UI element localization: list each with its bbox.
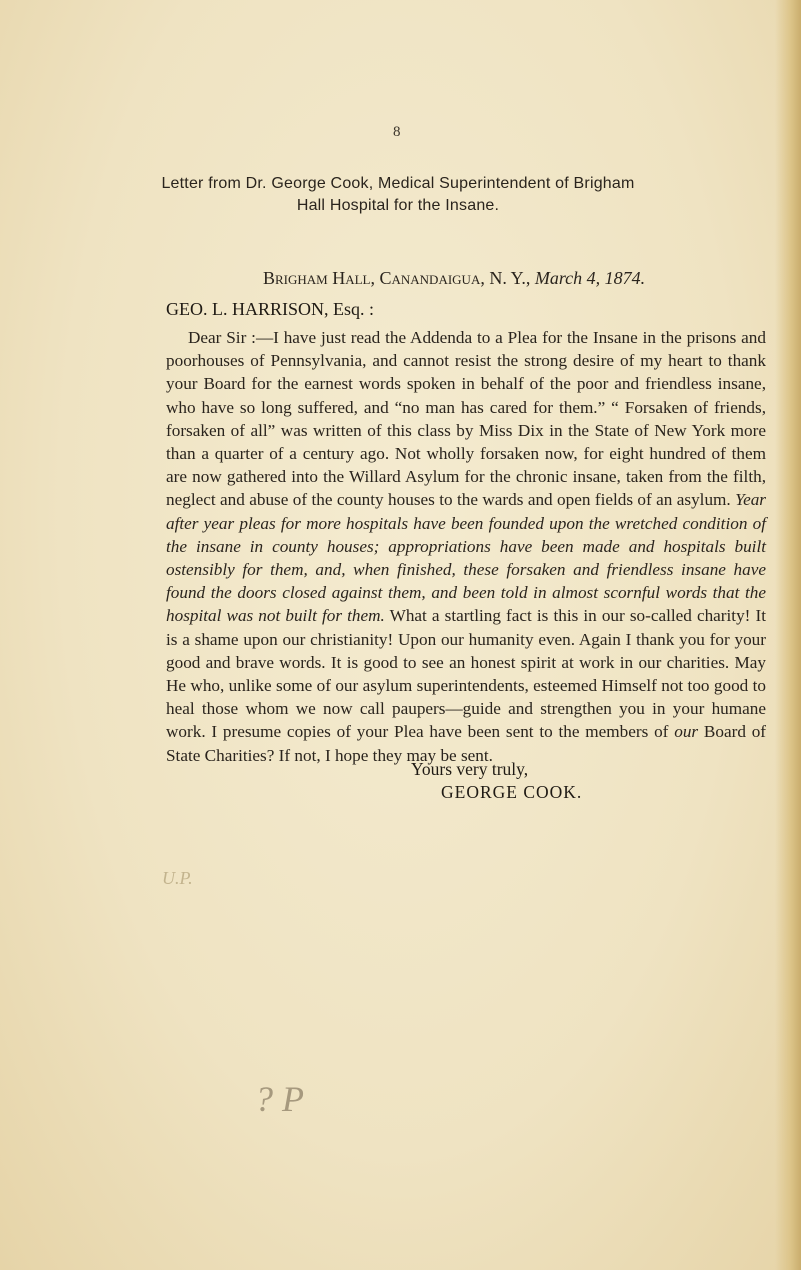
letter-heading: Letter from Dr. George Cook, Medical Superintendent of Brigham Hall Hospital for the Insane. bbox=[161, 175, 635, 214]
body-text-our: our bbox=[674, 722, 699, 742]
page-edge-shadow bbox=[775, 0, 801, 1270]
dateline bbox=[263, 268, 645, 289]
pencil-annotation-lower: ? P bbox=[255, 1079, 304, 1119]
body-text-rest: What a startling fact is this in our so-called charity! It is a shame upon our christianity! Upon our humanity even. Again I thank you for your good and brave words. It is good to see an honest spirit at work in our charities. May He who, unlike some of our asylum superintendents, esteemed Himself not too good to heal those whom we now call paupers—guide and strengthen you in your humane work. I presume copies of your Plea have been sent to the members of bbox=[166, 606, 766, 742]
letter-body bbox=[166, 326, 766, 767]
dateline-place: Brigham Hall, Canandaigua, N. Y., bbox=[263, 268, 531, 288]
body-text-plain: Dear Sir :—I have just read the Addenda to a Plea for the Insane in the prisons and poorhouses of Pennsylvania, and cannot resist the strong desire of my heart to thank your Board for the earnest words spoken in behalf of the poor and friendless insane, who have so long suffered, and “no man has cared for them.” “ Forsaken of friends, forsaken of all” was written of this class by Miss Dix in the State of New York more than a quarter of a century ago. Not wholly forsaken now, for eight hundred of them are now gathered into the Willard Asylum for the chronic insane, taken from the filth, neglect and abuse of the county houses to the wards and open fields of an asylum. bbox=[166, 328, 766, 510]
closing: Yours very truly, bbox=[411, 759, 529, 779]
body-text-end: Board of State Charities? If not, I hope they may be sent. bbox=[166, 722, 767, 765]
addressee: GEO. L. HARRISON, Esq. : bbox=[166, 299, 375, 319]
pencil-annotation: U.P. bbox=[162, 868, 193, 888]
signature: GEORGE COOK. bbox=[441, 782, 583, 802]
dateline-date: March 4, 1874. bbox=[534, 268, 646, 288]
page-number: 8 bbox=[393, 124, 401, 140]
letter-paragraph bbox=[166, 326, 766, 767]
body-text-italic: Year after year pleas for more hospitals have been founded upon the wretched condition of the insane in county houses; appropriations have been made and hospitals built ostensibly for them, and, when finished, these forsaken and friendless insane have found the doors closed against them, and been told in almost scornful words that the hospital was not built for them. bbox=[166, 490, 767, 626]
